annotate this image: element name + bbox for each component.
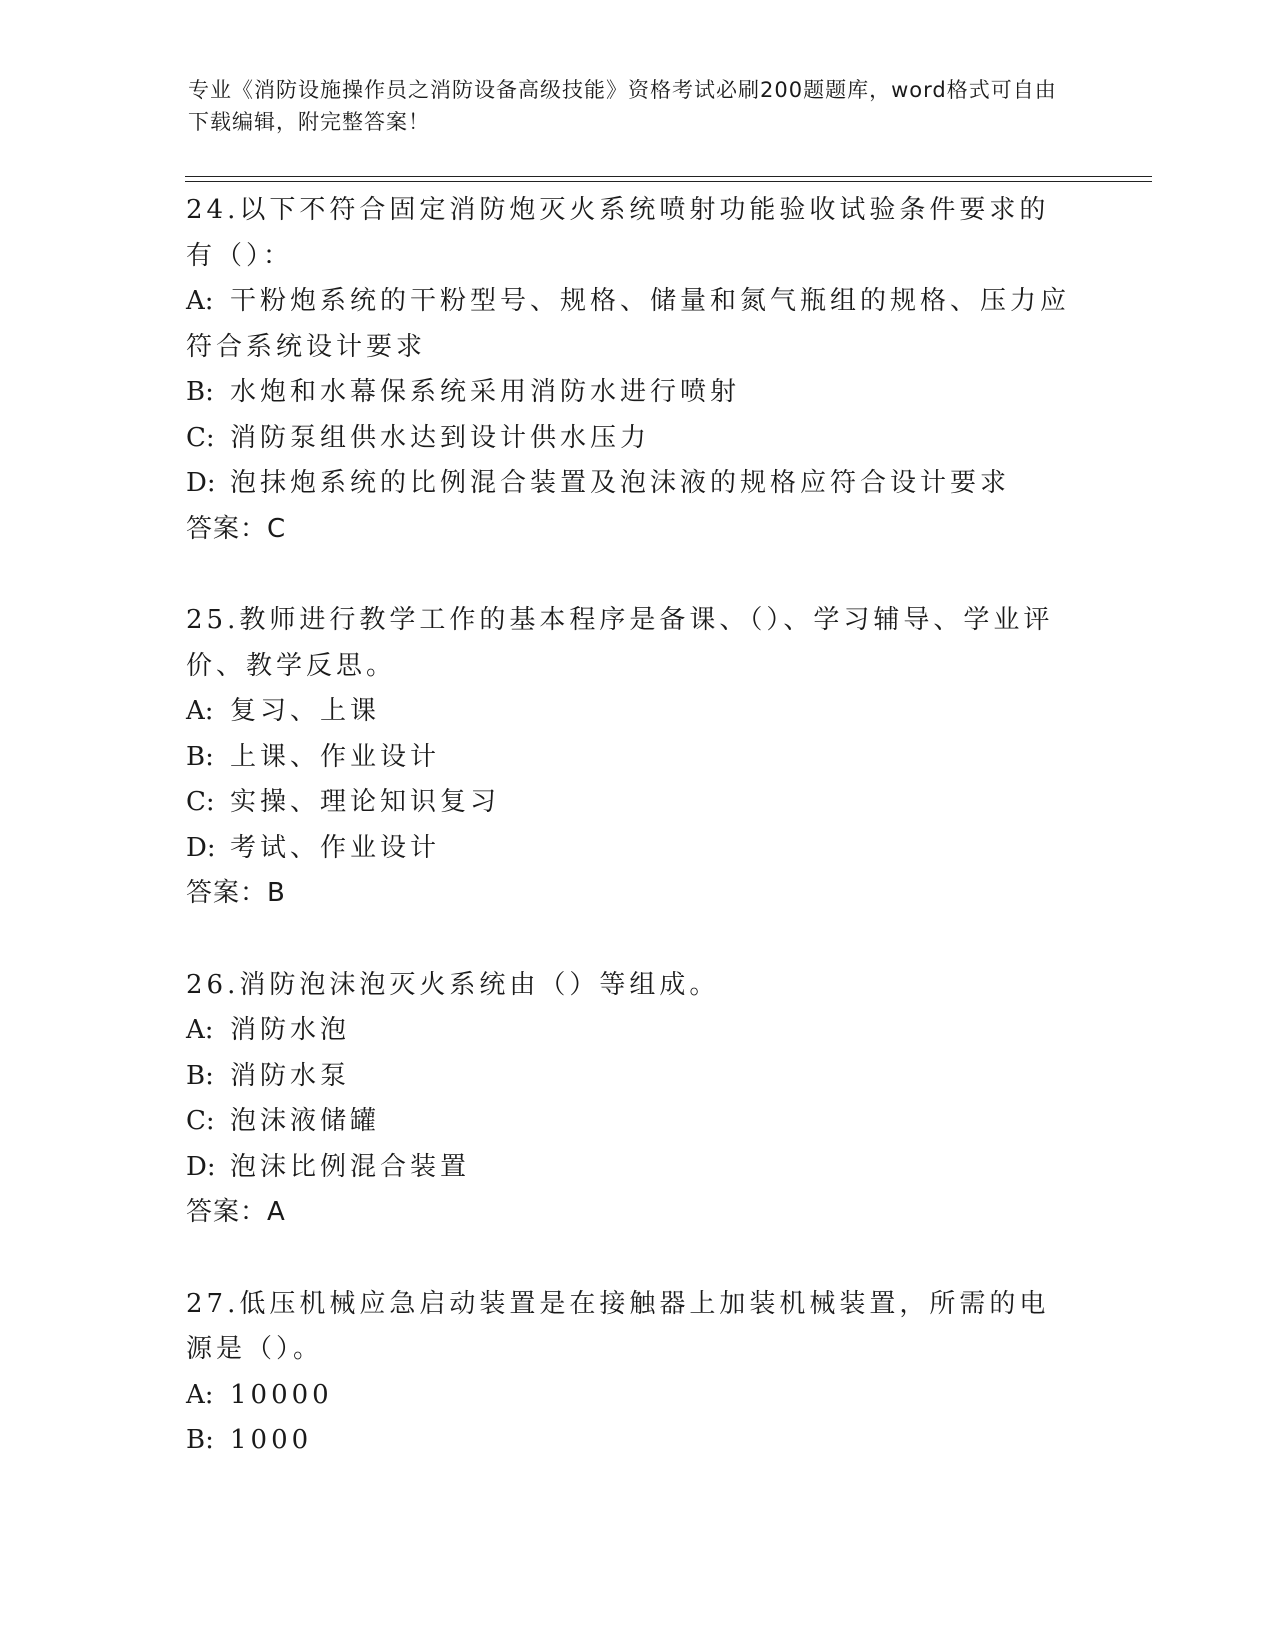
option-b bbox=[186, 735, 1076, 781]
option-d bbox=[186, 1145, 1076, 1191]
option-key: D: bbox=[186, 468, 216, 498]
option-text: 消防水泡 bbox=[230, 1015, 351, 1045]
question-text: 27.低压机械应急启动装置是在接触器上加装机械装置，所需的电源是（）。 bbox=[186, 1288, 1050, 1364]
option-a bbox=[186, 279, 1076, 370]
option-key: A: bbox=[186, 1379, 214, 1410]
option-a bbox=[186, 689, 1076, 735]
question-24 bbox=[186, 188, 1086, 552]
question-27 bbox=[186, 1282, 1086, 1464]
question-text: 24.以下不符合固定消防炮灭火系统喷射功能验收试验条件要求的有（）： bbox=[186, 195, 1050, 271]
option-d bbox=[186, 826, 1076, 872]
option-b bbox=[186, 370, 1076, 416]
option-text: 泡抹炮系统的比例混合装置及泡沫液的规格应符合设计要求 bbox=[230, 468, 1011, 498]
option-text: 考试、作业设计 bbox=[230, 832, 441, 863]
option-text: 干粉炮系统的干粉型号、规格、储量和氮气瓶组的规格、压力应符合系统设计要求 bbox=[186, 286, 1071, 362]
option-text: 泡沫液储罐 bbox=[230, 1106, 381, 1136]
option-key: A: bbox=[186, 1015, 214, 1045]
option-a bbox=[186, 1373, 1076, 1419]
option-text: 复习、上课 bbox=[230, 696, 381, 726]
document-header: 专业《消防设施操作员之消防设备高级技能》资格考试必刷200题题库，word格式可自由下载编辑，附完整答案！ bbox=[188, 78, 1057, 134]
option-b bbox=[186, 1418, 1076, 1464]
header-divider-top bbox=[185, 176, 1152, 177]
answer-label: 答案：A bbox=[186, 1197, 286, 1227]
option-key: C: bbox=[186, 422, 215, 453]
question-list bbox=[186, 188, 1086, 1510]
answer-label: 答案：B bbox=[186, 878, 286, 908]
option-key: A: bbox=[186, 286, 214, 316]
question-26 bbox=[186, 963, 1086, 1236]
option-text: 水炮和水幕保系统采用消防水进行喷射 bbox=[230, 377, 741, 407]
question-text: 26.消防泡沫泡灭火系统由（）等组成。 bbox=[186, 969, 720, 1000]
option-key: B: bbox=[186, 1425, 214, 1455]
option-key: C: bbox=[186, 787, 215, 817]
option-text: 上课、作业设计 bbox=[230, 741, 441, 772]
option-text: 1000 bbox=[230, 1425, 313, 1455]
option-a bbox=[186, 1008, 1076, 1054]
header-divider-bottom bbox=[185, 181, 1152, 182]
option-b bbox=[186, 1054, 1076, 1100]
option-text: 10000 bbox=[230, 1379, 333, 1410]
option-text: 消防水泵 bbox=[230, 1060, 351, 1091]
option-key: D: bbox=[186, 1151, 216, 1182]
option-c bbox=[186, 780, 1076, 826]
answer-label: 答案：C bbox=[186, 513, 287, 544]
option-key: A: bbox=[186, 696, 214, 726]
option-text: 实操、理论知识复习 bbox=[230, 787, 501, 817]
option-c bbox=[186, 416, 1076, 462]
option-key: B: bbox=[186, 741, 214, 772]
option-text: 泡沫比例混合装置 bbox=[230, 1151, 471, 1182]
option-key: B: bbox=[186, 1060, 214, 1091]
option-key: D: bbox=[186, 832, 216, 863]
option-text: 消防泵组供水达到设计供水压力 bbox=[230, 422, 651, 453]
option-c bbox=[186, 1099, 1076, 1145]
question-25 bbox=[186, 598, 1086, 917]
option-key: B: bbox=[186, 377, 214, 407]
question-text: 25.教师进行教学工作的基本程序是备课、（）、学习辅导、学业评价、教学反思。 bbox=[186, 605, 1054, 681]
option-key: C: bbox=[186, 1106, 215, 1136]
option-d bbox=[186, 461, 1076, 507]
